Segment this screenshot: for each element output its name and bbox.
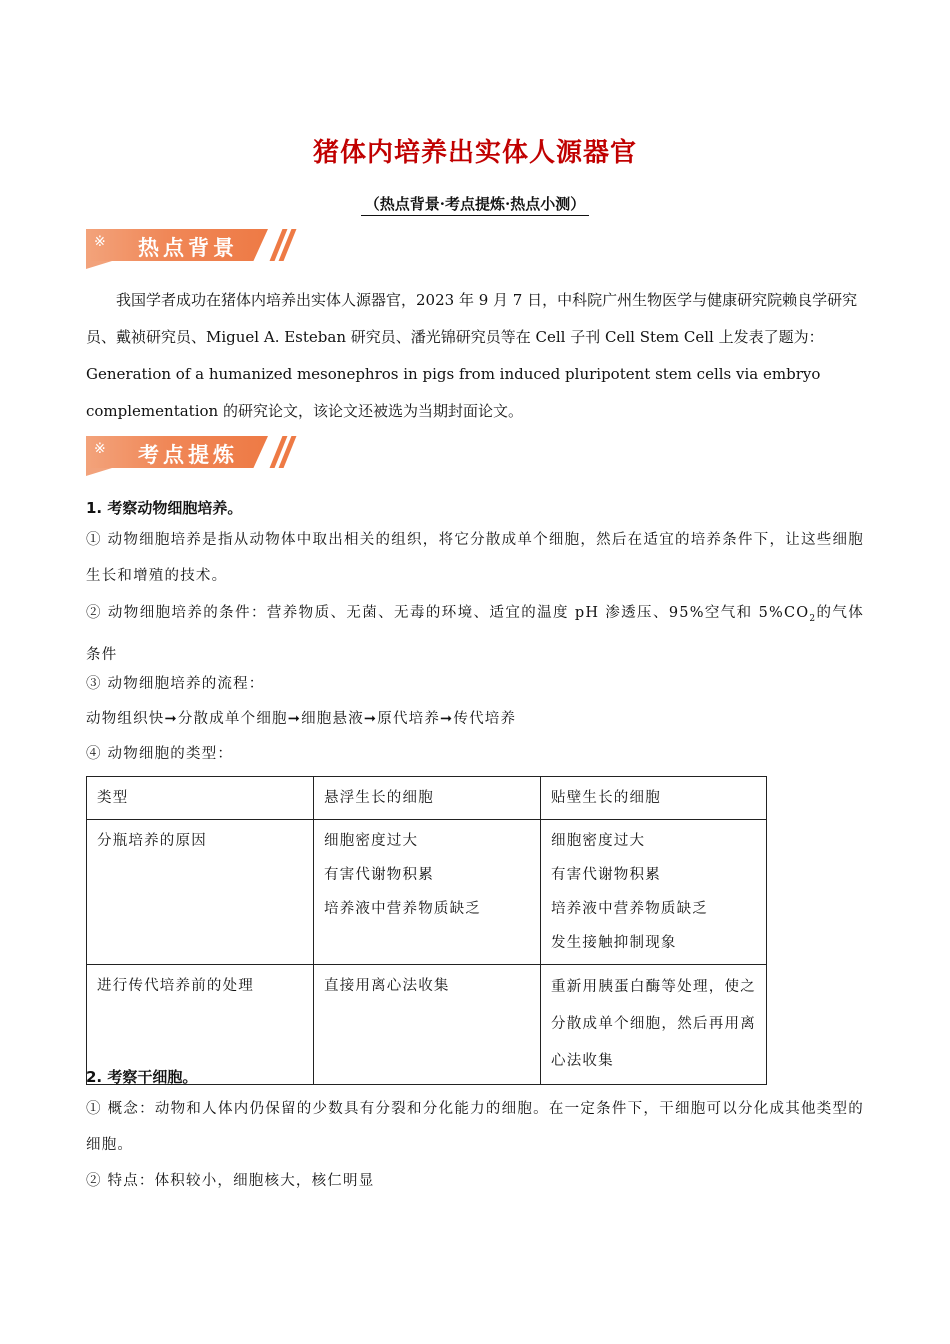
table-cell: 直接用离心法收集 <box>314 965 541 1085</box>
section-banner-points <box>86 436 296 476</box>
banner-label: 考点提炼 <box>138 443 238 467</box>
cell-types-table <box>86 776 767 1085</box>
banner-fold <box>86 468 112 476</box>
page-title: 猪体内培养出实体人源器官 <box>312 138 637 168</box>
section2-heading: 2. 考察干细胞。 <box>86 1068 198 1086</box>
culture-flow: 动物组织快➞分散成单个细胞➞细胞悬液➞原代培养➞传代培养 <box>86 711 517 727</box>
section-banner-background <box>86 229 296 269</box>
table-cell: 细胞密度过大 有害代谢物积累 培养液中营养物质缺乏 发生接触抑制现象 <box>541 820 767 965</box>
section2-point2: ② 特点：体积较小，细胞核大，核仁明显 <box>86 1173 375 1189</box>
page-subtitle: （热点背景·考点提炼·热点小测） <box>0 193 950 214</box>
section1-point3: ③ 动物细胞培养的流程： <box>86 676 265 692</box>
table-row-label: 进行传代培养前的处理 <box>87 965 314 1085</box>
reference-mark-icon: ※ <box>94 234 106 250</box>
reference-mark-icon: ※ <box>94 441 106 457</box>
table-row <box>87 820 767 965</box>
banner-label: 热点背景 <box>138 236 238 260</box>
table-header-cell: 悬浮生长的细胞 <box>314 777 541 820</box>
table-header-row <box>87 777 767 820</box>
section1-point2: ② 动物细胞培养的条件：营养物质、无菌、无毒的环境、适宜的温度 pH 渗透压、95%空气和 $5\%CO_2$的气体条件 <box>86 605 864 663</box>
section1-point1: ① 动物细胞培养是指从动物体中取出相关的组织，将它分散成单个细胞，然后在适宜的培养条件下，让这些细胞生长和增殖的技术。 <box>86 532 864 584</box>
section2-point1: ① 概念：动物和人体内仍保留的少数具有分裂和分化能力的细胞。在一定条件下，干细胞可以分化成其他类型的细胞。 <box>86 1101 864 1153</box>
section1-heading: 1. 考察动物细胞培养。 <box>86 499 243 517</box>
table-header-cell: 类型 <box>87 777 314 820</box>
background-paragraph: 我国学者成功在猪体内培养出实体人源器官，2023 年 9 月 7 日，中科院广州生物医学与健康研究院赖良学研究员、戴祯研究员、Miguel A. Esteban 研究员、潘光锦研究员等在 Cell 子刊 Cell Stem Cell 上发表了题为：Generation of a humanized mesonephros in pigs from induced pluripotent stem cells via embryo complementation 的研究论文，该论文还被选为当期封面论文。 <box>86 291 858 420</box>
table-row-label: 分瓶培养的原因 <box>87 820 314 965</box>
banner-fold <box>86 261 112 269</box>
table-cell: 细胞密度过大 有害代谢物积累 培养液中营养物质缺乏 <box>314 820 541 965</box>
section1-point4: ④ 动物细胞的类型： <box>86 746 234 762</box>
table-cell: 重新用胰蛋白酶等处理，使之分散成单个细胞，然后再用离心法收集 <box>541 965 767 1085</box>
table-header-cell: 贴壁生长的细胞 <box>541 777 767 820</box>
